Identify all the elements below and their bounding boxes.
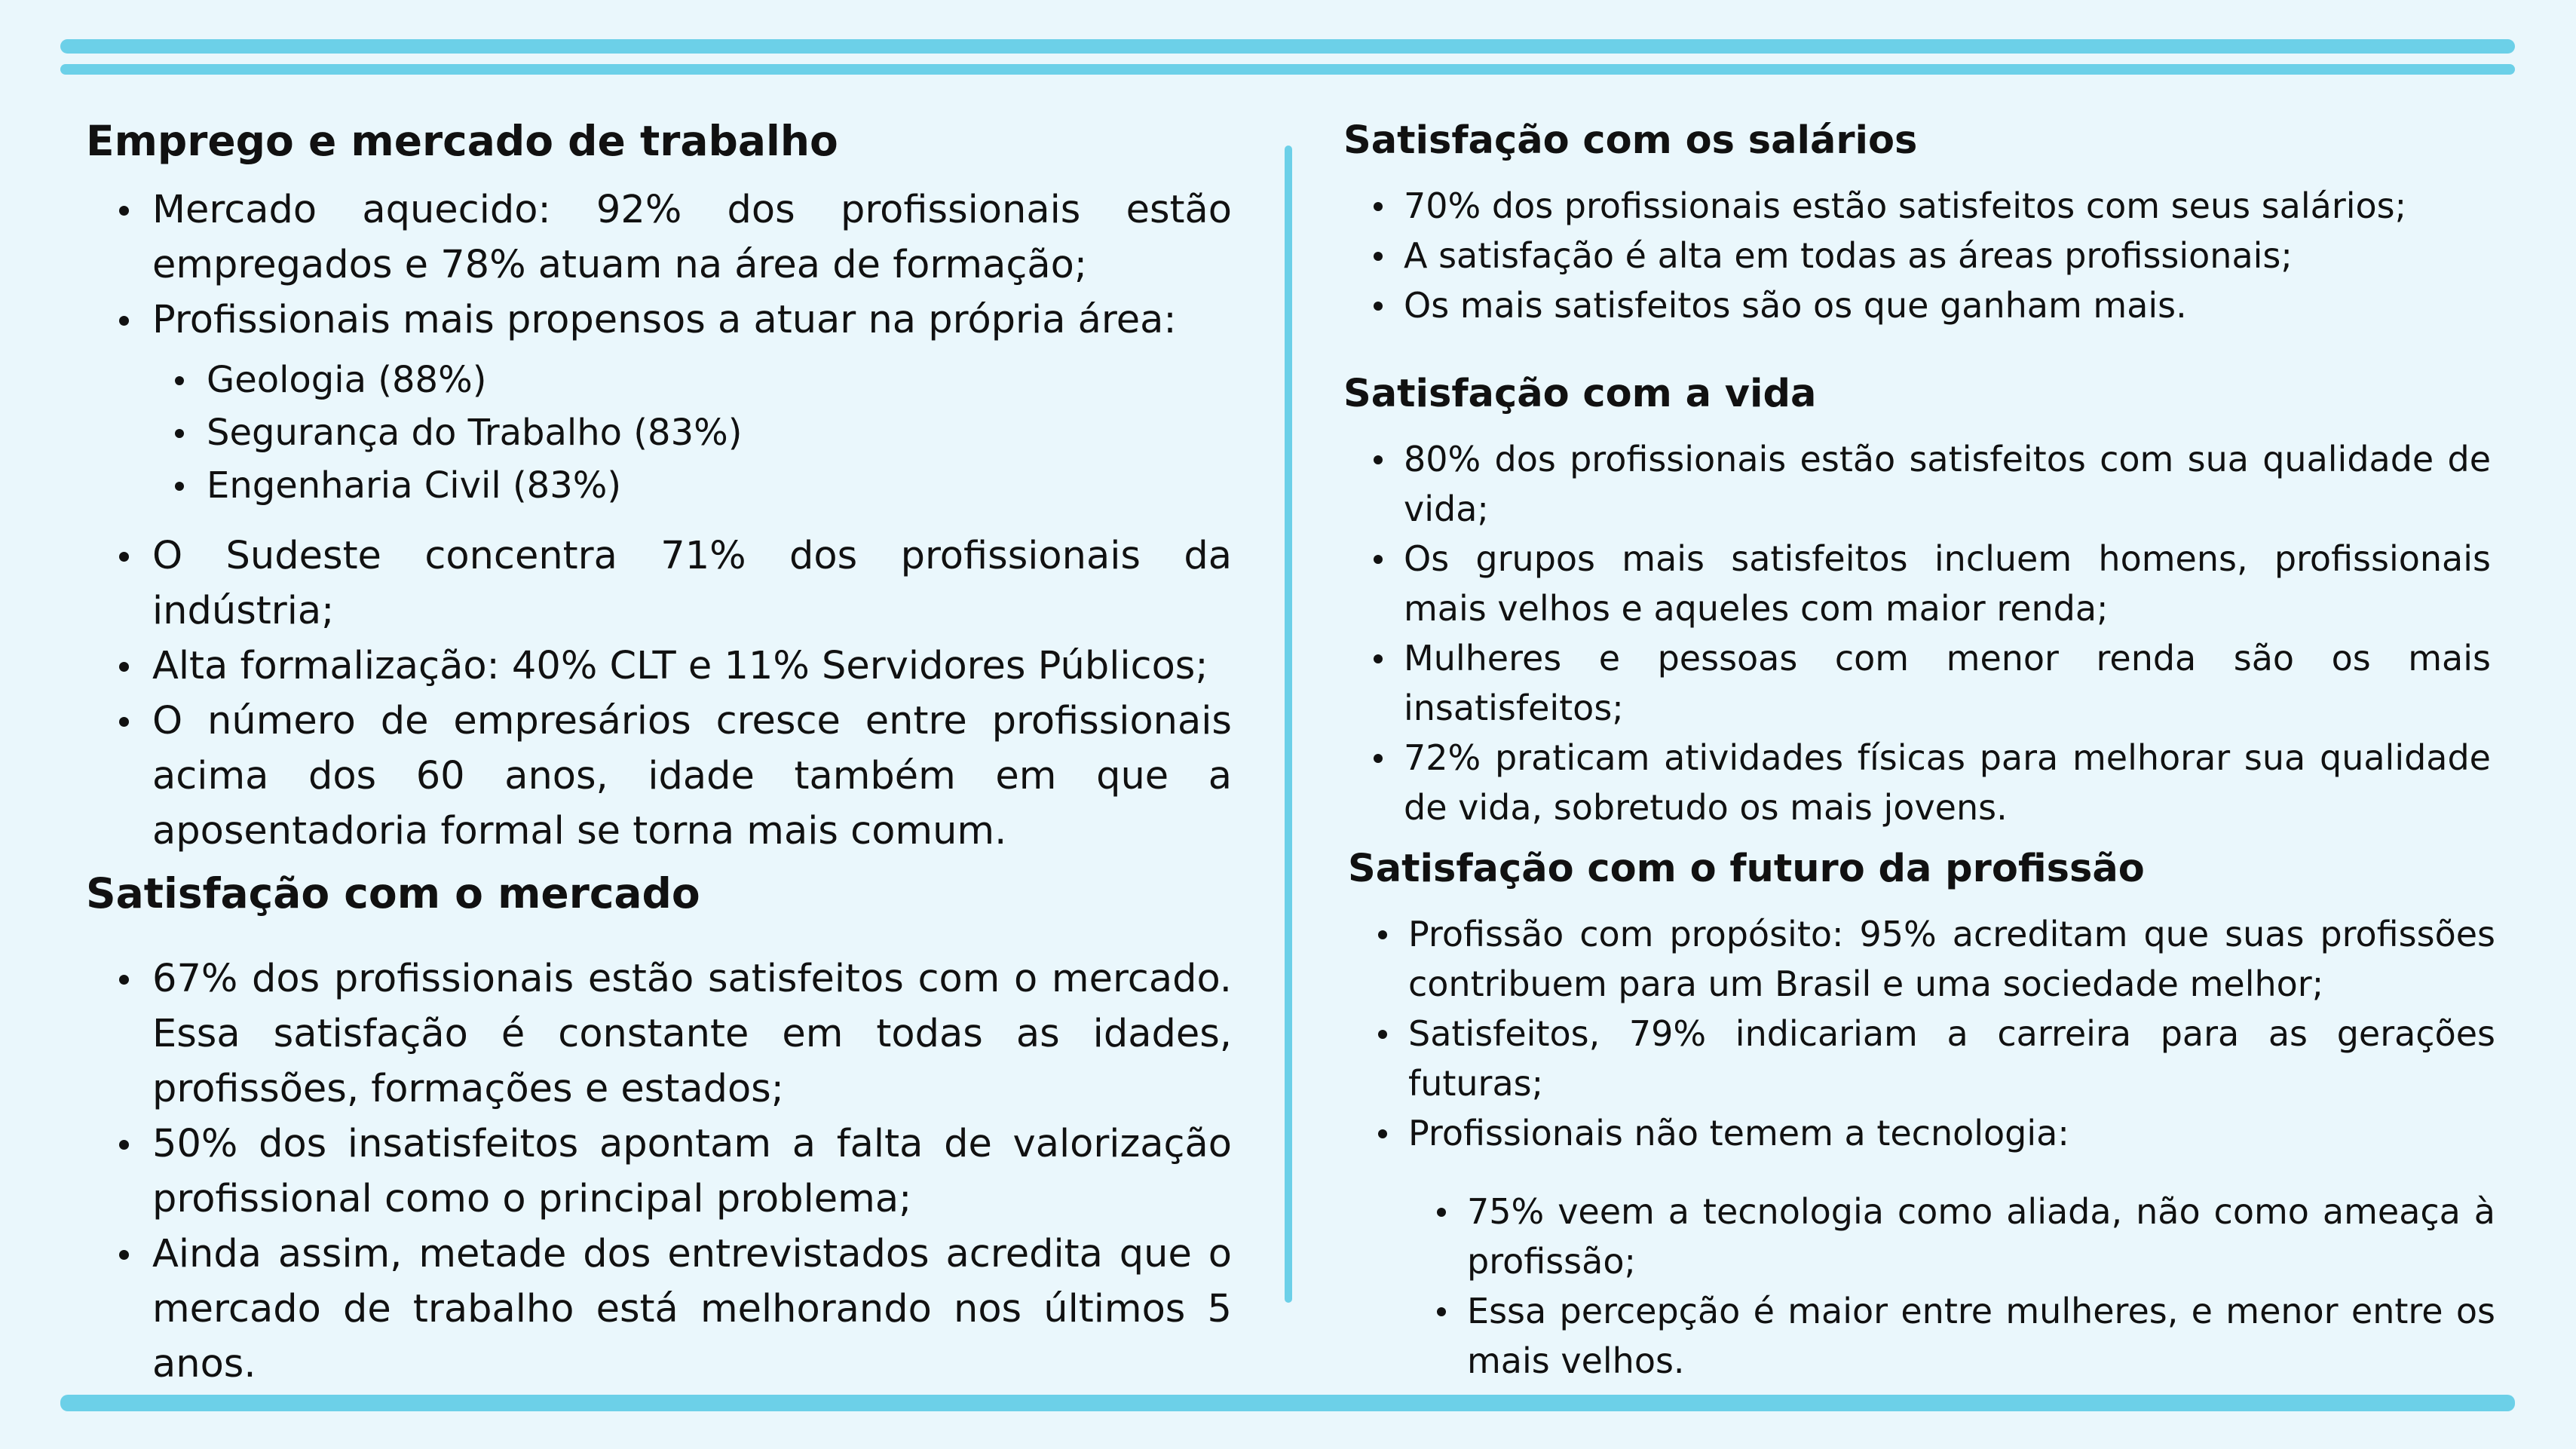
sublist-item: Engenharia Civil (83%): [152, 459, 1232, 512]
list-item: Alta formalização: 40% CLT e 11% Servidores Públicos;: [86, 639, 1232, 694]
section-vida: [1343, 368, 2491, 832]
sublist-item: 75% veem a tecnologia como aliada, não como ameaça à profissão;: [1407, 1187, 2495, 1286]
list-item: 70% dos profissionais estão satisfeitos com seus salários;: [1343, 181, 2491, 231]
emprego-list: [86, 182, 1232, 859]
futuro-sublist: [1348, 1187, 2495, 1386]
section-title-mercado: Satisfação com o mercado: [86, 869, 700, 917]
mercado-list: [86, 951, 1232, 1392]
top-accent-bar: [60, 39, 2515, 54]
list-item: [86, 293, 1232, 512]
section-futuro: [1348, 843, 2495, 1386]
sublist-item: Geologia (88%): [152, 354, 1232, 406]
bottom-accent-bar: [60, 1395, 2515, 1411]
list-item: Profissão com propósito: 95% acreditam que suas profissões contribuem para um Brasil e uma sociedade melhor;: [1348, 909, 2495, 1009]
section-title-vida: Satisfação com a vida: [1343, 372, 1817, 416]
futuro-list: [1348, 909, 2495, 1158]
list-item: Satisfeitos, 79% indicariam a carreira para as gerações futuras;: [1348, 1009, 2495, 1108]
section-title-salarios: Satisfação com os salários: [1343, 118, 1918, 163]
section-title-futuro: Satisfação com o futuro da profissão: [1348, 847, 2145, 891]
list-item-text: Profissionais mais propensos a atuar na própria área:: [152, 298, 1177, 342]
list-item: O Sudeste concentra 71% dos profissionais da indústria;: [86, 528, 1232, 639]
section-salarios: [1343, 115, 2491, 330]
sublist-item: Segurança do Trabalho (83%): [152, 406, 1232, 459]
emprego-sublist: [152, 354, 1232, 512]
list-item: 80% dos profissionais estão satisfeitos com sua qualidade de vida;: [1343, 434, 2491, 534]
list-item: A satisfação é alta em todas as áreas profissionais;: [1343, 231, 2491, 280]
section-mercado: [86, 867, 1232, 1392]
section-emprego: [86, 115, 1232, 859]
list-item: Mercado aquecido: 92% dos profissionais estão empregados e 78% atuam na área de formação;: [86, 182, 1232, 293]
top-accent-bar-thin: [60, 64, 2515, 75]
list-item: Os grupos mais satisfeitos incluem homens, profissionais mais velhos e aqueles com maior renda;: [1343, 534, 2491, 633]
list-item: 72% praticam atividades físicas para melhorar sua qualidade de vida, sobretudo os mais jovens.: [1343, 733, 2491, 832]
list-item: Os mais satisfeitos são os que ganham mais.: [1343, 280, 2491, 330]
section-title-emprego: Emprego e mercado de trabalho: [86, 117, 838, 165]
list-item: O número de empresários cresce entre profissionais acima dos 60 anos, idade também em que a aposentadoria formal se torna mais comum.: [86, 694, 1232, 859]
sublist-item: Essa percepção é maior entre mulheres, e menor entre os mais velhos.: [1407, 1286, 2495, 1386]
column-divider: [1285, 146, 1292, 1303]
list-item: Profissionais não temem a tecnologia:: [1348, 1108, 2495, 1158]
list-item: 67% dos profissionais estão satisfeitos com o mercado. Essa satisfação é constante em todas as idades, profissões, formações e estados;: [86, 951, 1232, 1117]
list-item: 50% dos insatisfeitos apontam a falta de valorização profissional como o principal problema;: [86, 1117, 1232, 1227]
list-item: Mulheres e pessoas com menor renda são os mais insatisfeitos;: [1343, 633, 2491, 733]
list-item: Ainda assim, metade dos entrevistados acredita que o mercado de trabalho está melhorando nos últimos 5 anos.: [86, 1227, 1232, 1392]
vida-list: [1343, 434, 2491, 832]
salarios-list: [1343, 181, 2491, 330]
